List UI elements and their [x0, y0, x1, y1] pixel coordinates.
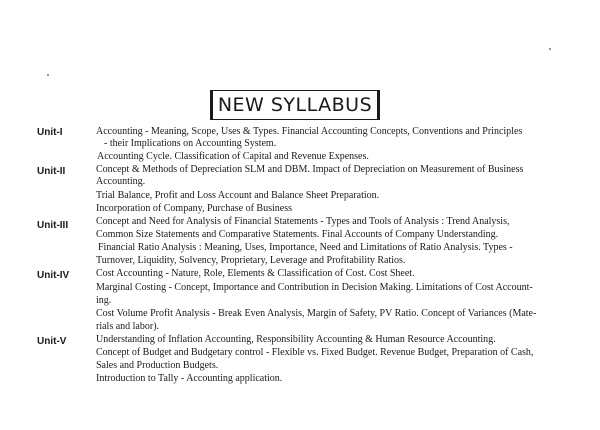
unit-2-line-1: Concept & Methods of Depreciation SLM and DBM. Impact of Depreciation on Measurement of Business — [96, 164, 524, 175]
unit-3-line-2: Common Size Statements and Comparative Statements. Final Accounts of Company Understanding. — [96, 229, 499, 240]
unit-label-1: Unit-I — [37, 127, 63, 138]
unit-5-line-2: Concept of Budget and Budgetary control - Flexible vs. Fixed Budget. Revenue Budget, Preparation of Cash, — [96, 347, 534, 358]
unit-5-line-3: Sales and Production Budgets. — [96, 360, 219, 371]
unit-1-line-3: Accounting Cycle. Classification of Capital and Revenue Expenses. — [97, 151, 369, 162]
unit-1-line-2: - their Implications on Accounting System. — [104, 138, 277, 149]
unit-4-line-2: Marginal Costing - Concept, Importance and Contribution in Decision Making. Limitations of Cost Account- — [96, 282, 533, 293]
unit-5-line-1: Understanding of Inflation Accounting, Responsibility Accounting & Human Resource Accounting. — [96, 334, 496, 345]
unit-5-line-4: Introduction to Tally - Accounting application. — [96, 373, 283, 384]
unit-1-line-1: Accounting - Meaning, Scope, Uses & Types. Financial Accounting Concepts, Conventions and Principles — [96, 126, 523, 137]
unit-label-5: Unit-V — [37, 336, 67, 347]
unit-label-3: Unit-III — [37, 220, 69, 231]
unit-2-line-4: Incorporation of Company, Purchase of Business — [96, 203, 292, 214]
title-box — [210, 90, 380, 120]
unit-2-line-3: Trial Balance, Profit and Loss Account and Balance Sheet Preparation. — [96, 190, 380, 201]
unit-4-line-5: rials and labor). — [96, 321, 160, 332]
scan-speck — [549, 48, 551, 50]
page-title: NEW SYLLABUS — [217, 94, 373, 116]
unit-2-line-2: Accounting. — [96, 176, 146, 187]
unit-label-2: Unit-II — [37, 166, 66, 177]
unit-3-line-1: Concept and Need for Analysis of Financial Statements - Types and Tools of Analysis : Trend Analysis, — [96, 216, 510, 227]
scan-speck — [47, 74, 49, 76]
unit-label-4: Unit-IV — [37, 270, 70, 281]
unit-3-line-4: Turnover, Liquidity, Solvency, Proprietary, Leverage and Profitability Ratios. — [96, 255, 406, 266]
unit-4-line-3: ing. — [96, 295, 112, 306]
unit-4-line-1: Cost Accounting - Nature, Role, Elements & Classification of Cost. Cost Sheet. — [96, 268, 415, 279]
unit-3-line-3: Financial Ratio Analysis : Meaning, Uses, Importance, Need and Limitations of Ratio Analysis. Types - — [98, 242, 513, 253]
unit-4-line-4: Cost Volume Profit Analysis - Break Even Analysis, Margin of Safety, PV Ratio. Concept of Variances (Mate- — [96, 308, 537, 319]
